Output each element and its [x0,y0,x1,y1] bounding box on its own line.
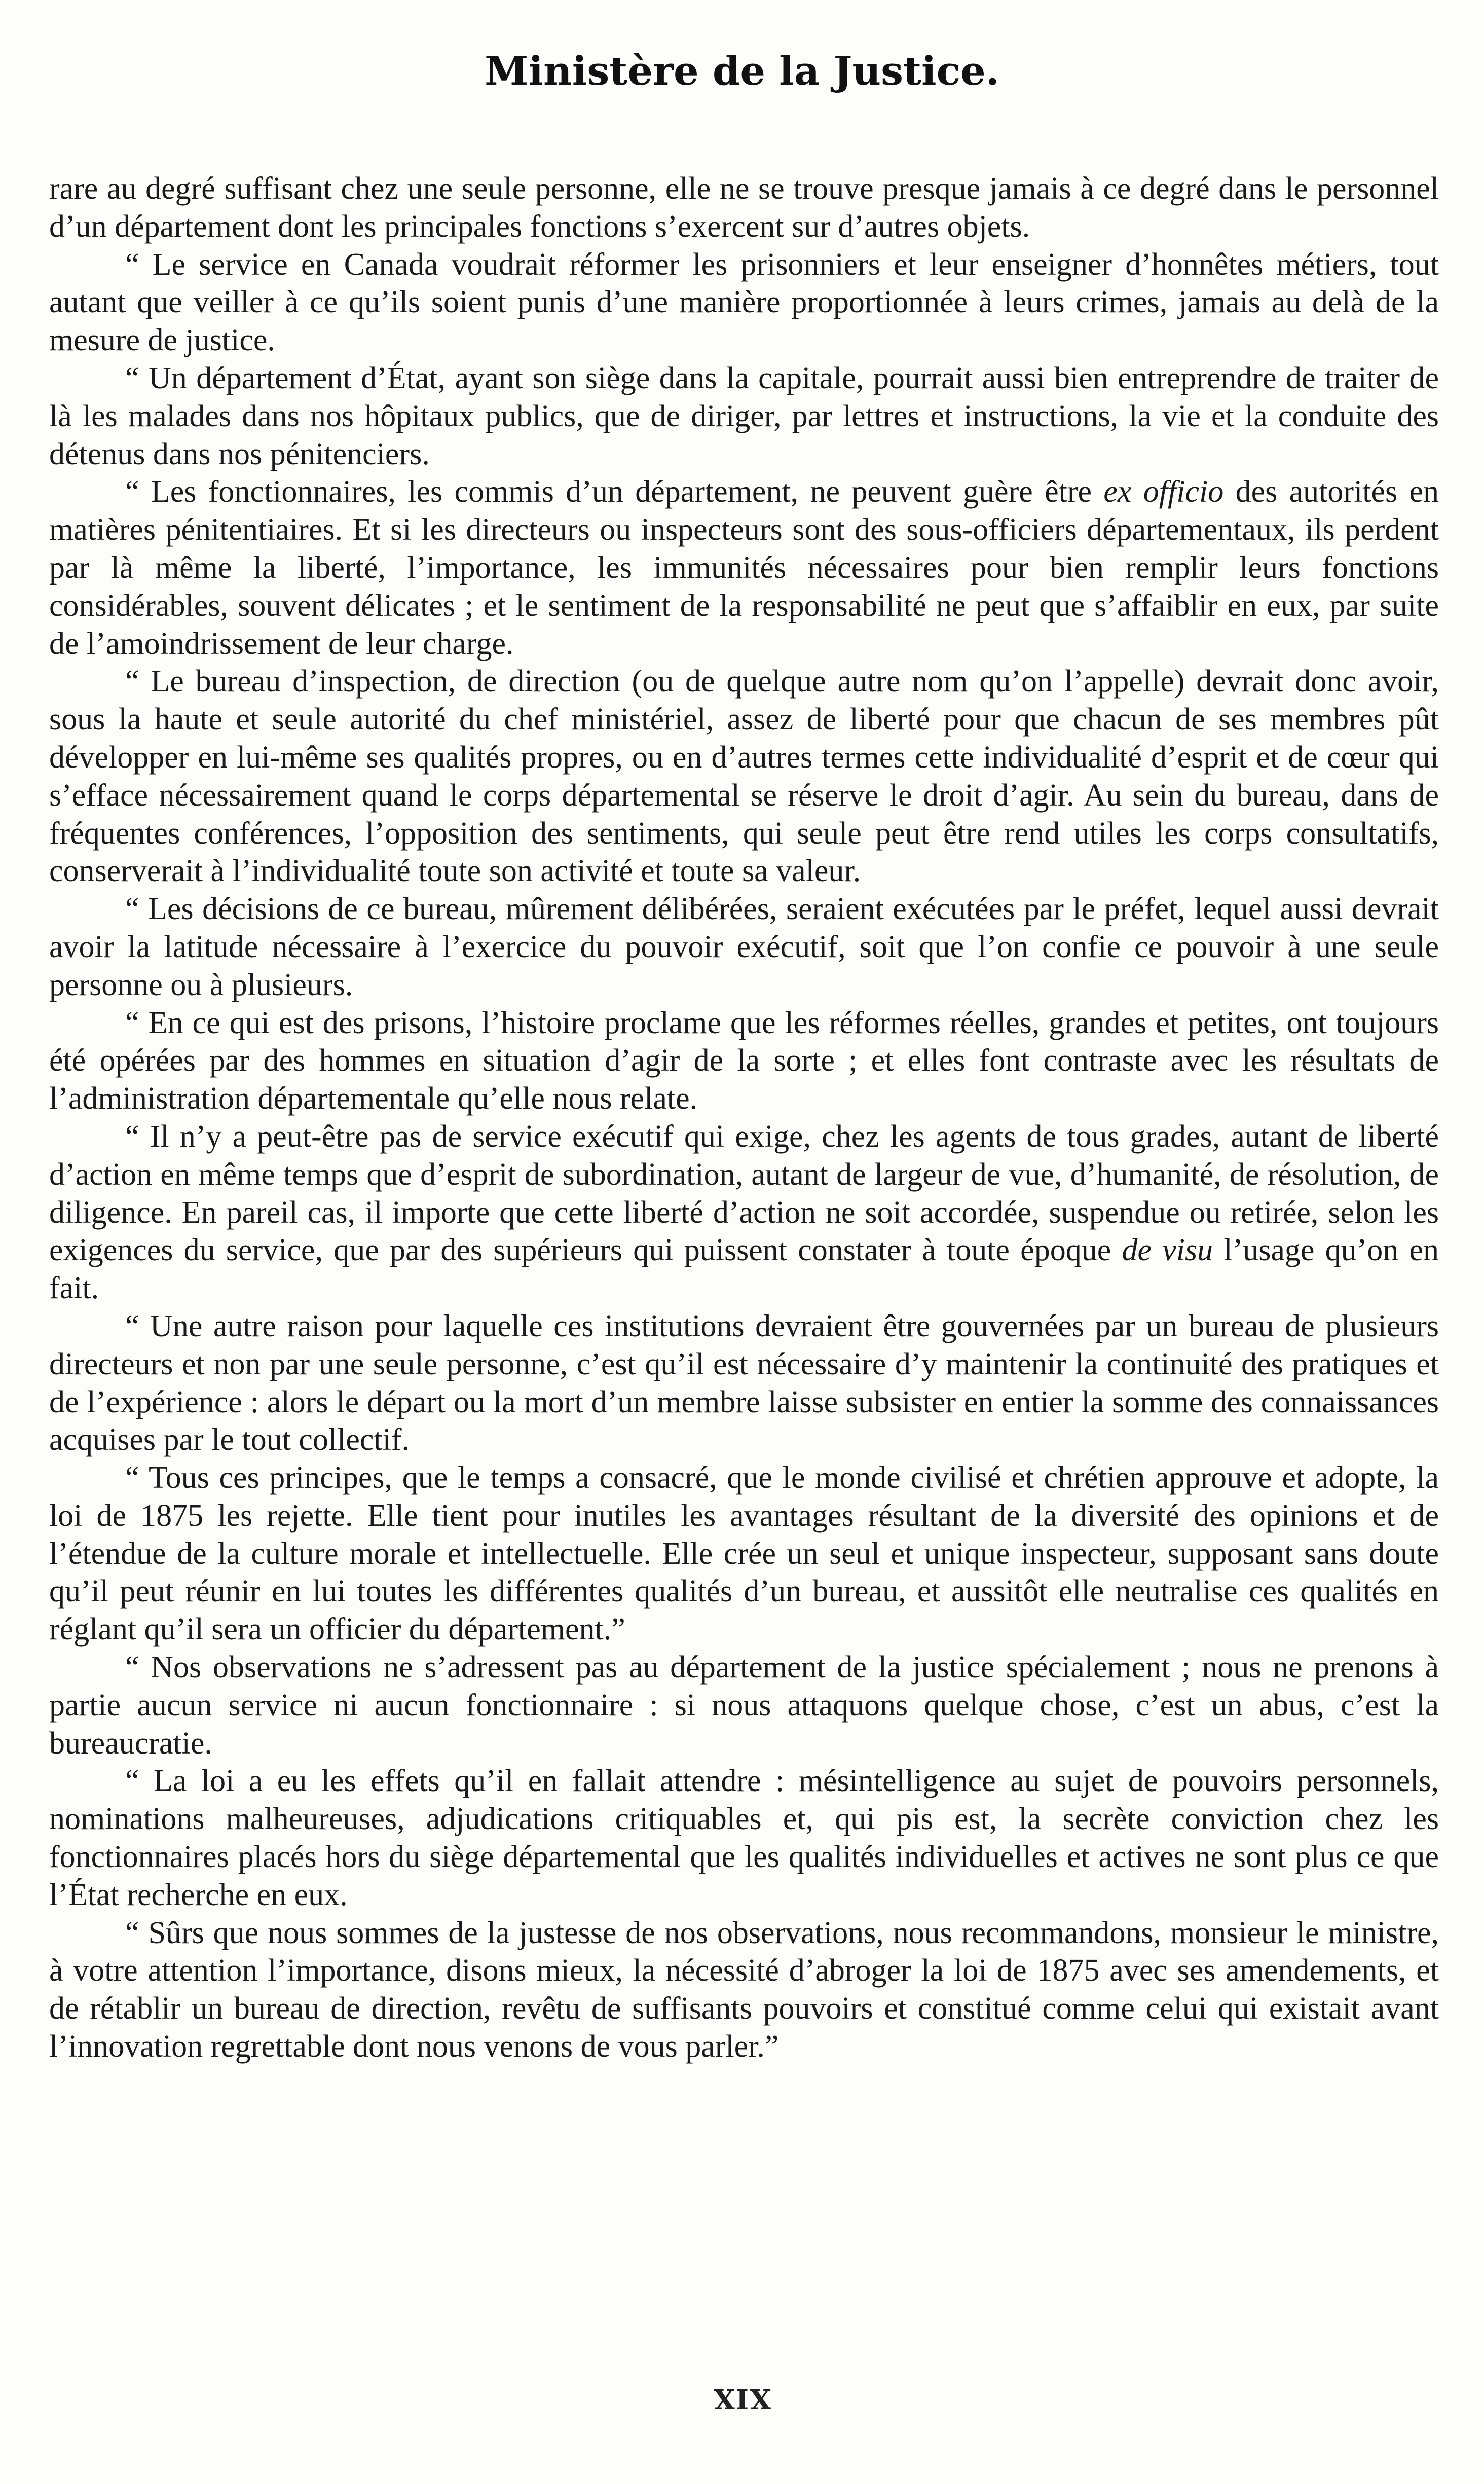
page-folio [0,2383,1484,2415]
paragraph-2: “ Le service en Canada voudrait réformer les prisonniers et leur enseigner d’honnêtes métiers, tout autant que veiller à ce qu’ils soient punis d’une manière proportionnée à leurs crimes, jamais au delà de la mesure de justice. [49,247,1439,358]
running-head-title: Ministère de la Justice. [485,48,999,94]
paragraph-1: rare au degré suffisant chez une seule personne, elle ne se trouve presque jamais à ce degré dans le personnel d’un département dont les principales fonctions s’exercent sur d’autres objets. [49,171,1439,244]
paragraph-8-after: l’usage qu’on en fait. [49,1233,1439,1306]
paragraph-12: “ La loi a eu les effets qu’il en fallait attendre : mésintelligence au sujet de pouvoirs personnels, nominations malheureuses, adjudications critiquables et, qui pis est, la secrète conviction chez les fonctionnaires placés hors du siège départemental que les qualités individuelles et actives ne sont plus ce que l’État recherche en eux. [49,1764,1439,1912]
paragraph-4-italic: ex officio [1103,474,1224,509]
paragraph-11: “ Nos observations ne s’adressent pas au département de la justice spécialement ; nous ne prenons à partie aucun service ni aucun fonctionnaire : si nous attaquons quelque chose, c’est un abus, c’est la bureaucratie. [49,1650,1439,1761]
paragraph-10: “ Tous ces principes, que le temps a consacré, que le monde civilisé et chrétien approuve et adopte, la loi de 1875 les rejette. Elle tient pour inutiles les avantages résultant de la diversité des opinions et de l’étendue de la culture morale et intellectuelle. Elle crée un seul et unique inspecteur, supposant sans doute qu’il peut réunir en lui toutes les différentes qualités d’un bureau, et aussitôt elle neutralise ces qualités en réglant qu’il sera un officier du département.” [49,1460,1439,1647]
paragraph-4 [49,473,1439,663]
paragraph-4-before: “ Les fonctionnaires, les commis d’un département, ne peuvent guère être [125,474,1104,509]
paragraph-13: “ Sûrs que nous sommes de la justesse de nos observations, nous recommandons, monsieur le ministre, à votre attention l’importance, disons mieux, la nécessité d’abroger la loi de 1875 avec ses amendements, et de rétablir un bureau de direction, revêtu de suffisants pouvoirs et constitué comme celui qui existait avant l’innovation regrettable dont nous venons de vous parler.” [49,1915,1439,2064]
paragraph-4-after: des autorités en matières pénitentiaires. Et si les directeurs ou inspecteurs sont des sous-officiers départementaux, ils perdent par là même la liberté, l’importance, les immunités nécessaires pour bien remplir leurs fonctions considérables, souvent délicates ; et le sentiment de la responsabilité ne peut que s’affaiblir en eux, par suite de l’amoindrissement de leur charge. [49,474,1439,661]
body-text [49,170,1439,2066]
paragraph-9: “ Une autre raison pour laquelle ces institutions devraient être gouvernées par un bureau de plusieurs directeurs et non par une seule personne, c’est qu’il est nécessaire d’y maintenir la continuité des pratiques et de l’expérience : alors le départ ou la mort d’un membre laisse subsister en entier la somme des connaissances acquises par le tout collectif. [49,1308,1439,1457]
paragraph-5: “ Le bureau d’inspection, de direction (ou de quelque autre nom qu’on l’appelle) devrait donc avoir, sous la haute et seule autorité du chef ministériel, assez de liberté pour que chacun de ses membres pût développer en lui-même ses qualités propres, ou en d’autres termes cette individualité d’esprit et de cœur qui s’efface nécessairement quand le corps départemental se réserve le droit d’agir. Au sein du bureau, dans de fréquentes conférences, l’opposition des sentiments, qui seule peut être rend utiles les corps consultatifs, conserverait à l’individualité toute son activité et toute sa valeur. [49,664,1439,889]
paragraph-7: “ En ce qui est des prisons, l’histoire proclame que les réformes réelles, grandes et petites, ont toujours été opérées par des hommes en situation d’agir de la sorte ; et elles font contraste avec les résultats de l’administration départementale qu’elle nous relate. [49,1005,1439,1116]
paragraph-8 [49,1118,1439,1307]
paragraph-8-italic: de visu [1122,1233,1213,1268]
page-number: XIX [713,2383,771,2415]
paragraph-6: “ Les décisions de ce bureau, mûrement délibérées, seraient exécutées par le préfet, lequel aussi devrait avoir la latitude nécessaire à l’exercice du pouvoir exécutif, soit que l’on confie ce pouvoir à une seule personne ou à plusieurs. [49,892,1439,1002]
paragraph-8-before: “ Il n’y a peut-être pas de service exécutif qui exige, chez les agents de tous grades, autant de liberté d’action en même temps que d’esprit de subordination, autant de largeur de vue, d’humanité, de résolution, de diligence. En pareil cas, il importe que cette liberté d’action ne soit accordée, suspendue ou retirée, selon les exigences du service, que par des supérieurs qui puissent constater à toute époque [49,1119,1439,1268]
paragraph-3: “ Un département d’État, ayant son siège dans la capitale, pourrait aussi bien entreprendre de traiter de là les malades dans nos hôpitaux publics, que de diriger, par lettres et instructions, la vie et la conduite des détenus dans nos pénitenciers. [49,360,1439,471]
